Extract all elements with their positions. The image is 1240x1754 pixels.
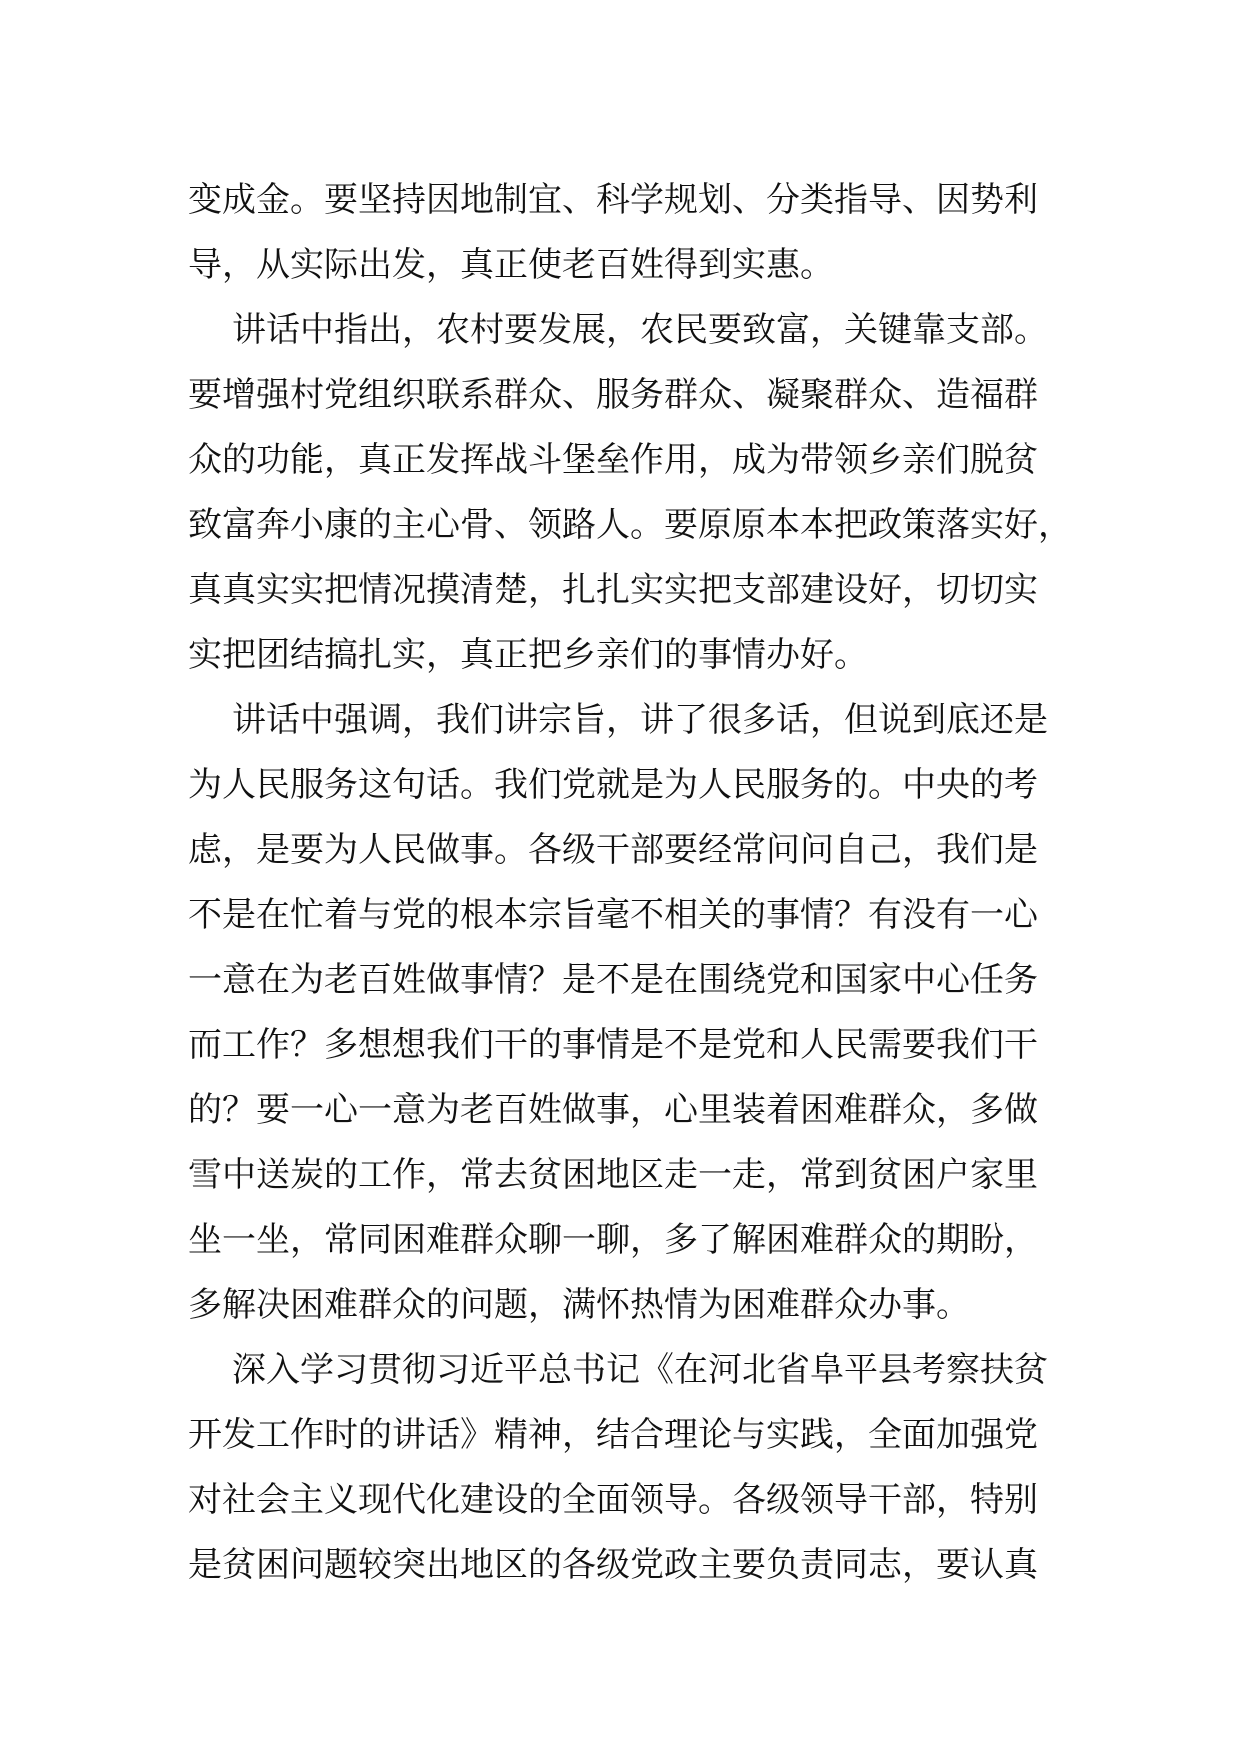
- document-body: [188, 168, 1072, 1598]
- text-line: 开发工作时的讲话》精神，结合理论与实践，全面加强党: [188, 1415, 1038, 1455]
- text-line: 多解决困难群众的问题，满怀热情为困难群众办事。: [188, 1285, 970, 1325]
- text-line: 的？要一心一意为老百姓做事，心里装着困难群众，多做: [188, 1090, 1038, 1130]
- text-line: 而工作？多想想我们干的事情是不是党和人民需要我们干: [188, 1025, 1038, 1065]
- text-line: 实把团结搞扎实，真正把乡亲们的事情办好。: [188, 635, 868, 675]
- text-line: 坐一坐，常同困难群众聊一聊，多了解困难群众的期盼，: [188, 1220, 1038, 1260]
- text-line: 是贫困问题较突出地区的各级党政主要负责同志，要认真: [188, 1545, 1038, 1585]
- paragraph-first-line: 讲话中强调，我们讲宗旨，讲了很多话，但说到底还是: [232, 700, 1048, 740]
- text-line: 众的功能，真正发挥战斗堡垒作用，成为带领乡亲们脱贫: [188, 440, 1038, 480]
- text-line: 一意在为老百姓做事情？是不是在围绕党和国家中心任务: [188, 960, 1038, 1000]
- paragraph-first-line: 深入学习贯彻习近平总书记《在河北省阜平县考察扶贫: [232, 1350, 1048, 1390]
- text-line: 导，从实际出发，真正使老百姓得到实惠。: [188, 245, 834, 285]
- text-line: 致富奔小康的主心骨、领路人。要原原本本把政策落实好，: [188, 505, 1072, 545]
- text-line: 对社会主义现代化建设的全面领导。各级领导干部，特别: [188, 1480, 1038, 1520]
- text-line: 变成金。要坚持因地制宜、科学规划、分类指导、因势利: [188, 180, 1038, 220]
- text-line: 虑，是要为人民做事。各级干部要经常问问自己，我们是: [188, 830, 1038, 870]
- text-line: 真真实实把情况摸清楚，扎扎实实把支部建设好，切切实: [188, 570, 1038, 610]
- text-line: 要增强村党组织联系群众、服务群众、凝聚群众、造福群: [188, 375, 1038, 415]
- text-line: 不是在忙着与党的根本宗旨毫不相关的事情？有没有一心: [188, 895, 1038, 935]
- text-line: 为人民服务这句话。我们党就是为人民服务的。中央的考: [188, 765, 1038, 805]
- text-line: 雪中送炭的工作，常去贫困地区走一走，常到贫困户家里: [188, 1155, 1038, 1195]
- paragraph-first-line: 讲话中指出，农村要发展，农民要致富，关键靠支部。: [232, 310, 1048, 350]
